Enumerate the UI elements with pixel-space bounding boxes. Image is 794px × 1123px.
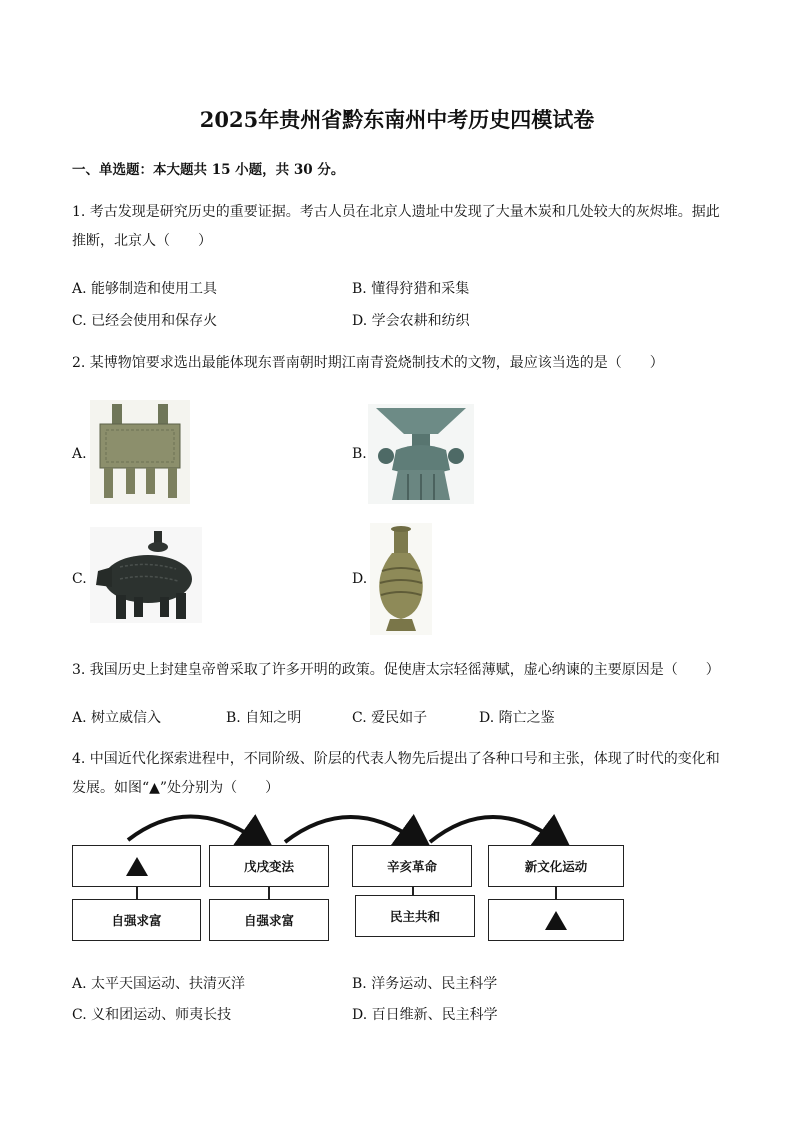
arrow-2 [285, 817, 418, 842]
q4-option-a[interactable]: A. 太平天国运动、扶清灭洋 [72, 976, 246, 992]
q3-option-b[interactable]: B. 自知之明 [226, 710, 302, 726]
triangle-icon [545, 911, 567, 930]
diagram-bottom-box-1: 自强求富 [72, 899, 201, 941]
triangle-icon [126, 857, 148, 876]
question-4-line-2: 发展。如图“▲”处分别为（ ） [72, 780, 280, 796]
diagram-top-box-2: 戊戌变法 [209, 845, 329, 887]
q3-option-a[interactable]: A. 树立威信入 [72, 710, 162, 726]
diagram-bottom-box-2: 自强求富 [209, 899, 329, 941]
q3-option-c[interactable]: C. 爱民如子 [352, 710, 428, 726]
q1-option-d[interactable]: D. 学会农耕和纺织 [352, 313, 470, 329]
question-2-stem: 2. 某博物馆要求选出最能体现东晋南朝时期江南青瓷烧制技术的文物，最应该当选的是（ ） [72, 355, 664, 371]
diagram-top-box-3: 辛亥革命 [352, 845, 472, 887]
arrow-1 [128, 816, 260, 842]
diagram-top-box-1 [72, 845, 201, 887]
q4-option-d[interactable]: D. 百日维新、民主科学 [352, 1007, 498, 1023]
q2-option-c-label[interactable]: C. [72, 571, 87, 587]
connector-line [136, 887, 138, 899]
question-4-line-1: 4. 中国近代化探索进程中，不同阶级、阶层的代表人物先后提出了各种口号和主张，体现了时代的变化和 [72, 751, 720, 767]
q2-option-d-label[interactable]: D. [352, 571, 368, 587]
q2-option-a-label[interactable]: A. [72, 446, 87, 462]
diagram-top-box-4: 新文化运动 [488, 845, 624, 887]
question-1-line-1: 1. 考古发现是研究历史的重要证据。考古人员在北京人遗址中发现了大量木炭和几处较大的灰烬堆。据此 [72, 204, 720, 220]
q3-option-d[interactable]: D. 隋亡之鉴 [479, 710, 555, 726]
q1-option-b[interactable]: B. 懂得狩猎和采集 [352, 281, 470, 297]
diagram-bottom-box-3: 民主共和 [355, 895, 475, 937]
connector-line [268, 887, 270, 899]
q1-option-c[interactable]: C. 已经会使用和保存火 [72, 313, 218, 329]
q1-option-a[interactable]: A. 能够制造和使用工具 [72, 281, 218, 297]
section-heading: 一、单选题：本大题共 15 小题，共 30 分。 [72, 162, 345, 178]
question-3-stem: 3. 我国历史上封建皇帝曾采取了许多开明的政策。促使唐太宗轻徭薄赋，虚心纳谏的主要原因是（ ） [72, 662, 720, 678]
q4-option-b[interactable]: B. 洋务运动、民主科学 [352, 976, 498, 992]
page-title: 2025年贵州省黔东南州中考历史四模试卷 [199, 107, 595, 132]
connector-line [555, 887, 557, 899]
arrow-3 [430, 817, 558, 842]
q4-option-c[interactable]: C. 义和团运动、师夷长技 [72, 1007, 232, 1023]
diagram-bottom-box-4 [488, 899, 624, 941]
q2-option-b-label[interactable]: B. [352, 446, 367, 462]
question-1-line-2: 推断，北京人（ ） [72, 233, 212, 249]
connector-line [412, 887, 414, 895]
